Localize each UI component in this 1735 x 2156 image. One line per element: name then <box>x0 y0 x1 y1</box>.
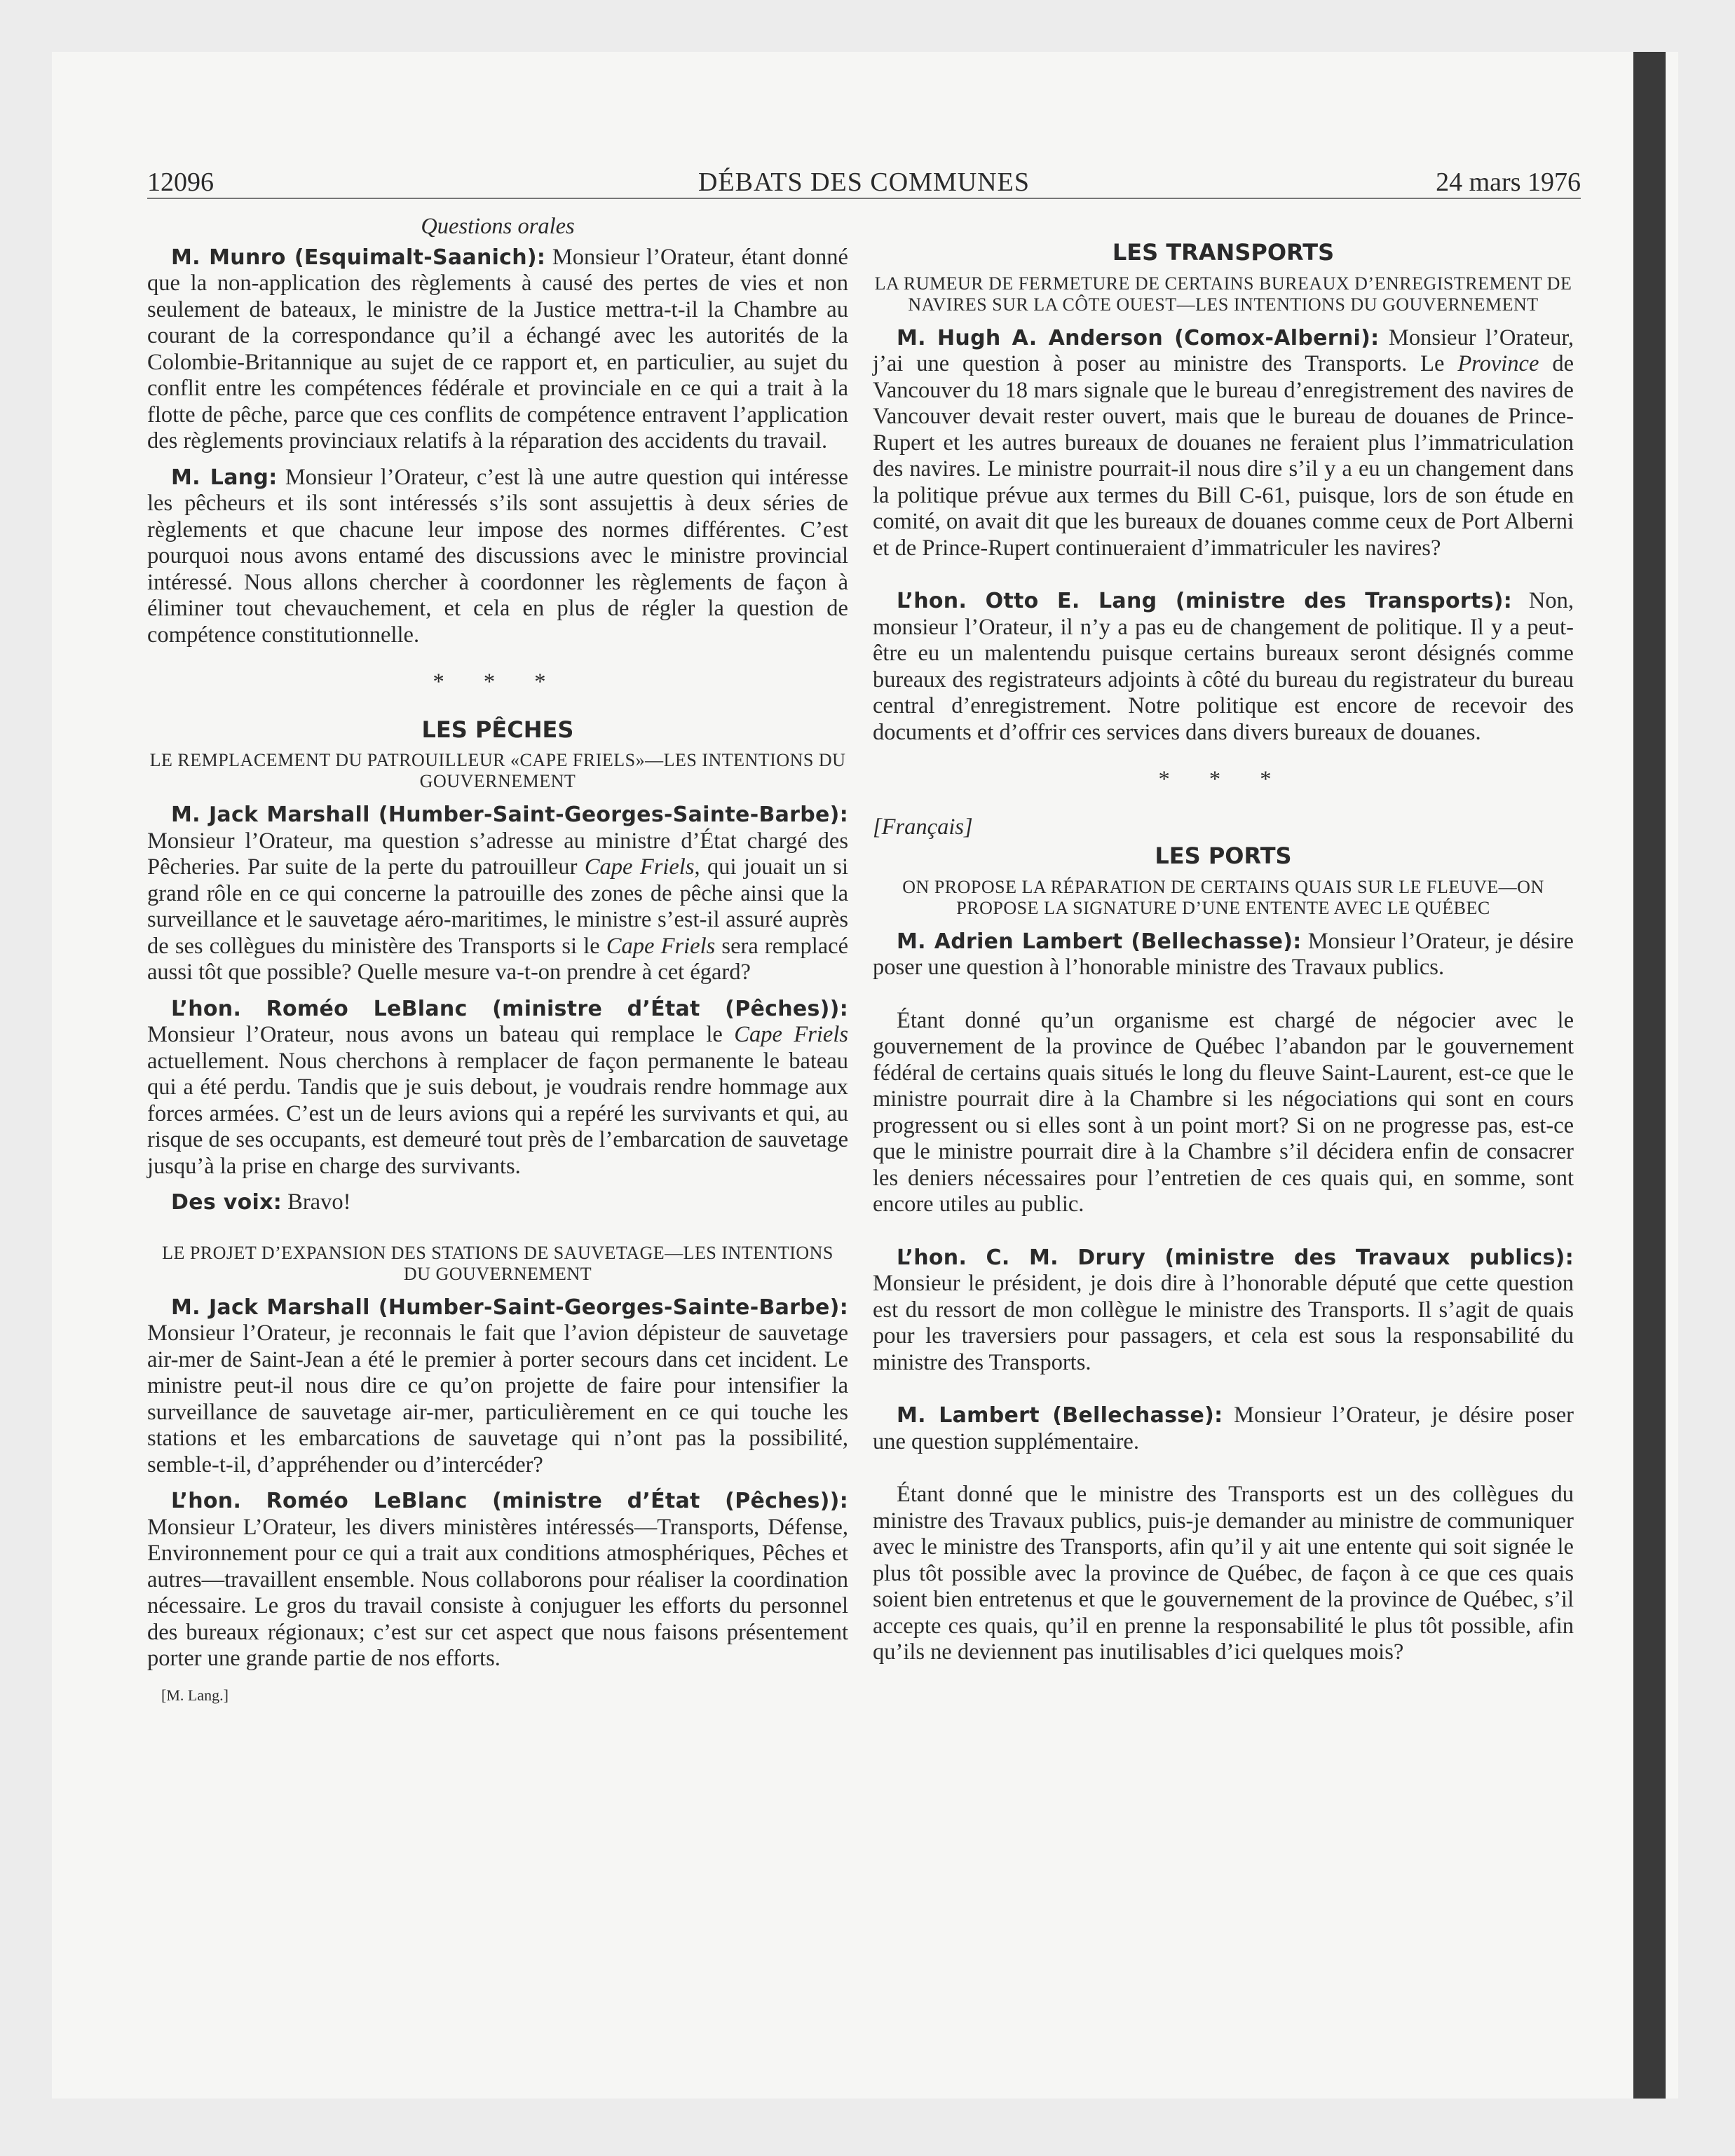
speech: actuellement. Nous cherchons à remplacer de façon permanente le bateau qui a été perdu. Tandis que je suis debout, je voudrais rendre hommage aux forces armées. C’est un de leurs avions qui a repéré les survivants et qui, au risque de ses occupants, est demeuré tout près de l’embarcation de sauvetage jusqu’à la prise en charge des survivants. <box>147 1048 848 1179</box>
footer-note: [M. Lang.] <box>161 1686 229 1704</box>
paragraph <box>147 1295 848 1479</box>
speech: Monsieur l’Orateur, étant donné que la non-application des règlements à causé des pertes de vies et non seulement de bateaux, le ministre de la Justice mettra-t-il la Chambre au courant de la correspondance qu’il a échangé avec les autorités de la Colombie-Britannique au sujet de ce rapport et, en particulier, au sujet du conflit entre les compétences fédérale et provinciale en ce qui a trait à la flotte de pêche, parce que ces conflits de compétence entravent l’application des règlements provinciaux relatifs à la réparation des accidents du travail. <box>147 244 848 453</box>
paragraph: Étant donné que le ministre des Transports est un des collègues du ministre des Travaux publics, puis-je demander au ministre de communiquer avec le ministre des Transports, afin qu’il y ait une entente qui soit signée le plus tôt possible avec la province de Québec, de façon à ce que ces quais soient bien entretenus et que le gouvernement de la province de Québec, s’il accepte ces quais, qu’il en prenne la responsabilité le plus tôt possible, afin qu’ils ne deviennent pas inutilisables d’ici quelques mois? <box>873 1482 1574 1665</box>
paragraph <box>147 996 848 1180</box>
page-date: 24 mars 1976 <box>1436 168 1581 197</box>
speech: Monsieur l’Orateur, nous avons un bateau qui remplace le <box>147 1022 735 1047</box>
speaker: M. Adrien Lambert (Bellechasse): <box>897 929 1302 954</box>
speech: , qui jouait un si grand rôle en ce qui concerne la patrouille des zones de pêche ainsi que la surveillance et le sauvetage aéro-maritimes, le ministre s’est-il assuré auprès de ses collègues du ministère des Transports si le <box>147 854 848 959</box>
paragraph <box>873 588 1574 746</box>
subheading: LE REMPLACEMENT DU PATROUILLEUR «CAPE FRIELS»—LES INTENTIONS DU GOUVERNEMENT <box>149 750 846 791</box>
spacer <box>873 1386 1574 1403</box>
spacer <box>873 1465 1574 1482</box>
paragraph <box>147 802 848 986</box>
speaker: L’hon. C. M. Drury (ministre des Travaux publics): <box>897 1245 1574 1270</box>
paragraph <box>873 325 1574 562</box>
ship-name: Cape Friels <box>606 933 716 959</box>
speech: Monsieur l’Orateur, je reconnais le fait que l’avion dépisteur de sauvetage air-mer de Saint-Jean a été le premier à porter secours dans cet incident. Le ministre peut-il nous dire ce qu’on projette de faire pour intensifier la surveillance de sauvetage air-mer, particulièrement en ce qui touche les stations et les embarcations de sauvetage qui n’ont pas la possibilité, semble-t-il, d’appréhender ou d’intercéder? <box>147 1321 848 1478</box>
ship-name: Cape Friels <box>734 1022 848 1047</box>
speech: Monsieur l’Orateur, ma question s’adresse au ministre d’État chargé des Pêcheries. Par suite de la perte du patrouilleur <box>147 828 848 880</box>
language-tag: [Français] <box>873 814 973 840</box>
speech: Monsieur l’Orateur, je désire poser une question à l’honorable ministre des Travaux publics. <box>873 928 1574 980</box>
paragraph <box>873 929 1574 981</box>
speech: Monsieur l’Orateur, je désire poser une question supplémentaire. <box>873 1403 1574 1454</box>
speech: Bravo! <box>282 1189 351 1215</box>
speech: Monsieur le président, je dois dire à l’honorable député que cette question est du ressort de mon collègue le ministre des Transports. Il s’agit de quais pour les traversiers pour passagers, et cela est sous la responsabilité du ministre des Transports. <box>873 1271 1574 1375</box>
speech: Non, monsieur l’Orateur, il n’y a pas eu de changement de politique. Il y a peut-être eu un malentendu puisque certains bureaux seront désignés comme bureaux des registrateurs adjoints à côté du bureau du registrateur du bureau central d’enregistrement. Notre politique est encore de recevoir des documents et d’offrir ces services dans divers bureaux de douanes. <box>873 588 1574 745</box>
subheading: LE PROJET D’EXPANSION DES STATIONS DE SAUVETAGE—LES INTENTIONS DU GOUVERNEMENT <box>162 1242 834 1284</box>
publication-title: DÉBATS DES COMMUNES <box>698 168 1030 197</box>
speaker: M. Hugh A. Anderson (Comox-Alberni): <box>897 325 1380 350</box>
speaker: M. Jack Marshall (Humber-Saint-Georges-Sainte-Barbe): <box>171 1295 848 1320</box>
paragraph <box>147 245 848 455</box>
paragraph <box>873 1403 1574 1455</box>
speech: sera remplacé aussi tôt que possible? Quelle mesure va-t-on prendre à cet égard? <box>147 933 848 985</box>
speech: Monsieur L’Orateur, les divers ministères intéressés—Transports, Défense, Environnement pour ce qui a trait aux conditions atmosphériques, Pêches et autres—travaillent ensemble. Nous collaborons pour réaliser la coordination nécessaire. Le gros du travail consiste à conjuguer les efforts du personnel des bureaux régionaux; c’est sur cet aspect que nous faisons présentement porter une grande partie de nos efforts. <box>147 1514 848 1671</box>
subheading: LA RUMEUR DE FERMETURE DE CERTAINS BUREAUX D’ENREGISTREMENT DE NAVIRES SUR LA CÔTE OUEST—LES INTENTIONS DU GOUVERNEMENT <box>874 273 1572 315</box>
spacer <box>147 1226 848 1243</box>
speaker: L’hon. Otto E. Lang (ministre des Transports): <box>897 589 1513 613</box>
section-separator: * * * <box>1158 767 1288 792</box>
subheading: ON PROPOSE LA RÉPARATION DE CERTAINS QUAIS SUR LE FLEUVE—ON PROPOSE LA SIGNATURE D’UNE ENTENTE AVEC LE QUÉBEC <box>902 876 1544 918</box>
speech: Monsieur l’Orateur, c’est là une autre question qui intéresse les pêcheurs et ils sont intéressés s’ils sont assujettis à deux séries de règlements et que chacune leur impose des normes différentes. C’est pourquoi nous avons entamé des discussions avec le ministre provincial intéressé. Nous allons chercher à coordonner les règlements de façon à éliminer tout chevauchement, et cela en plus de régler la question de compétence constitutionnelle. <box>147 464 848 648</box>
speaker: M. Lambert (Bellechasse): <box>897 1403 1223 1428</box>
section-heading: LES PORTS <box>1155 842 1292 869</box>
page-number: 12096 <box>147 168 214 197</box>
speaker: M. Jack Marshall (Humber-Saint-Georges-Sainte-Barbe): <box>171 803 848 827</box>
newspaper-name: Province <box>1457 351 1539 376</box>
paragraph: Étant donné qu’un organisme est chargé de négocier avec le gouvernement de la province de Québec l’abandon par le gouvernement fédéral de certains quais situés le long du fleuve Saint-Laurent, est-ce que le ministre pourrait dire à la Chambre si les négociations qui sont en cours progressent ou si elles sont à un point mort? Si on ne progresse pas, est-ce que le ministre pourrait dire à la Chambre s’il décidera enfin de consacrer les deniers nécessaires pour l’entretien de ces quais qui, en somme, sont encore utiles au public. <box>873 1007 1574 1217</box>
left-column <box>147 214 848 1708</box>
paragraph <box>147 1189 848 1216</box>
spacer <box>873 1228 1574 1245</box>
speaker: L’hon. Roméo LeBlanc (ministre d’État (Pêches)): <box>171 1489 848 1513</box>
running-head: Questions orales <box>421 214 575 239</box>
speech: de Vancouver du 18 mars signale que le bureau d’enregistrement des navires de Vancouver devait rester ouvert, mais que le bureau de douanes de Prince-Rupert et les autres bureaux de douanes ne feraient plus l’immatriculation des navires. Le ministre pourrait-il nous dire s’il y a eu un changement dans la politique prévue aux termes du Bill C-61, puisque, lors de son étude en comité, on avait dit que les bureaux de douanes comme ceux de Port Alberni et de Prince-Rupert continueraient d’immatriculer les navires? <box>873 351 1574 561</box>
speaker: M. Munro (Esquimalt-Saanich): <box>171 245 546 270</box>
scan-edge <box>1633 52 1666 2099</box>
speaker: L’hon. Roméo LeBlanc (ministre d’État (Pêches)): <box>171 996 848 1021</box>
section-separator: * * * <box>433 669 563 695</box>
speaker: Des voix: <box>171 1190 283 1215</box>
ship-name: Cape Friels <box>584 854 695 880</box>
speaker: M. Lang: <box>171 465 278 490</box>
section-heading: LES TRANSPORTS <box>1112 239 1335 266</box>
paragraph <box>147 465 848 649</box>
paragraph <box>147 1488 848 1672</box>
spacer <box>873 991 1574 1008</box>
right-column <box>873 240 1574 1676</box>
section-heading: LES PÊCHES <box>421 716 574 743</box>
paragraph <box>873 1245 1574 1377</box>
spacer <box>873 571 1574 588</box>
page-header <box>147 167 1581 199</box>
speech: Monsieur l’Orateur, j’ai une question à poser au ministre des Transports. Le <box>873 325 1574 376</box>
